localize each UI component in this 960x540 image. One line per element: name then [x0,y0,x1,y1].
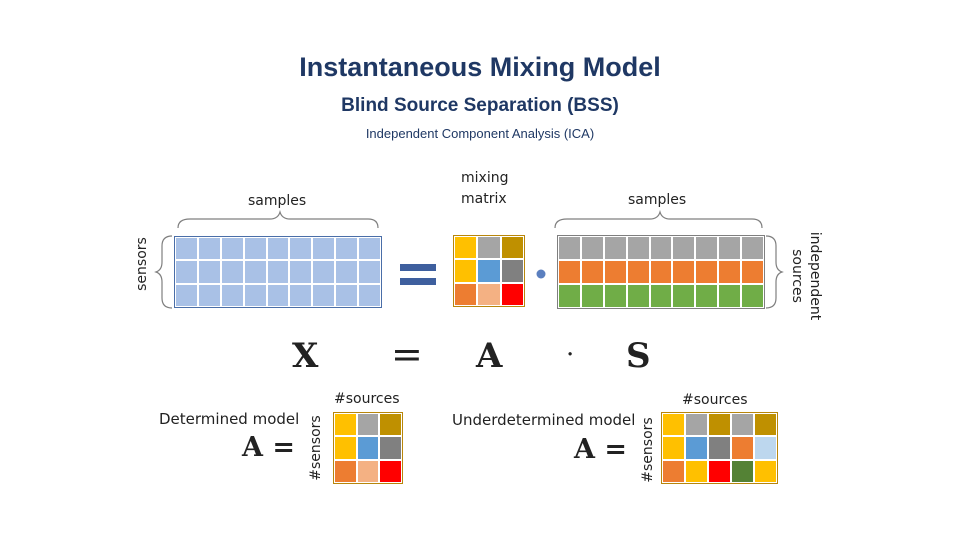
underdetermined-sensors-label: #sensors [640,417,656,483]
sensors-brace [156,236,172,308]
s-matrix-cell [581,284,604,308]
x-matrix-cell [289,260,312,283]
x-matrix-cell [175,237,198,260]
determined-sources-label: #sources [334,391,400,407]
s-matrix-cell [558,236,581,260]
a-matrix-determined [333,412,403,484]
a-matrix-underdetermined [661,412,778,484]
a-determined-cell [379,460,402,483]
a-underdetermined-cell [754,413,777,436]
a-matrix-cell [477,283,500,306]
x-matrix-cell [335,260,358,283]
a-underdetermined-cell [708,460,731,483]
a-underdetermined-cell [685,436,708,459]
s-matrix-cell [650,260,673,284]
underdetermined-model-label: Underdetermined model [452,411,636,429]
x-matrix-cell [198,284,221,307]
mixing-matrix-label: mixing matrix [461,170,509,207]
s-matrix-cell [558,284,581,308]
independent-sources-label: independent sources [789,231,823,321]
s-matrix-cell [718,260,741,284]
equation-dot: · [566,340,575,370]
s-matrix-cell [650,236,673,260]
a-underdetermined-cell [731,436,754,459]
s-matrix-cell [604,284,627,308]
underdetermined-sources-label: #sources [682,392,748,408]
a-determined-cell [334,413,357,436]
a-determined-cell [379,436,402,459]
equation-s: S [626,336,651,376]
x-matrix-cell [175,260,198,283]
equation-x: X [292,336,319,376]
determined-sensors-label: #sensors [308,415,324,481]
a-underdetermined-cell [754,460,777,483]
x-matrix-cell [358,284,381,307]
a-underdetermined-cell [662,413,685,436]
x-matrix-cell [289,284,312,307]
a-determined-cell [357,436,380,459]
a-matrix-cell [477,259,500,282]
x-matrix-cell [198,237,221,260]
x-matrix-cell [358,260,381,283]
s-matrix-cell [672,260,695,284]
s-matrix-cell [558,260,581,284]
samples-brace-right [555,212,762,228]
x-matrix-cell [312,237,335,260]
a-underdetermined-cell [731,413,754,436]
equals-bar-top [400,264,436,271]
s-matrix-cell [627,236,650,260]
determined-model-label: Determined model [159,410,300,428]
a-matrix-cell [501,236,524,259]
x-matrix-cell [312,260,335,283]
a-matrix-cell [454,259,477,282]
x-matrix [174,236,382,308]
a-determined-cell [334,460,357,483]
a-underdetermined-cell [662,436,685,459]
x-matrix-cell [358,237,381,260]
s-matrix-cell [741,260,764,284]
sources-brace [766,236,782,308]
page-title: Instantaneous Mixing Model [299,52,661,82]
a-determined-cell [379,413,402,436]
s-matrix-cell [581,260,604,284]
a-determined-cell [357,460,380,483]
x-matrix-cell [221,260,244,283]
s-matrix-cell [695,260,718,284]
s-matrix-cell [718,236,741,260]
x-matrix-cell [267,284,290,307]
s-matrix-cell [627,284,650,308]
a-matrix-cell [454,236,477,259]
x-matrix-cell [221,237,244,260]
x-matrix-cell [312,284,335,307]
a-matrix-cell [454,283,477,306]
x-matrix-cell [244,284,267,307]
a-underdetermined-cell [708,413,731,436]
s-matrix-cell [672,284,695,308]
x-matrix-cell [267,260,290,283]
sensors-label: sensors [134,237,150,291]
a-matrix-cell [501,283,524,306]
s-matrix-cell [604,236,627,260]
equation-a: A [476,336,503,376]
determined-a-equals: A = [242,432,295,463]
x-matrix-cell [289,237,312,260]
samples-label-left: samples [248,193,307,209]
s-matrix-cell [650,284,673,308]
a-matrix-main [453,235,525,307]
x-matrix-cell [267,237,290,260]
s-matrix-cell [741,284,764,308]
s-matrix [557,235,765,309]
a-underdetermined-cell [685,460,708,483]
a-determined-cell [334,436,357,459]
x-matrix-cell [175,284,198,307]
page-subsubtitle: Independent Component Analysis (ICA) [365,126,595,141]
a-underdetermined-cell [731,460,754,483]
dot-operator [537,270,546,279]
samples-label-right: samples [628,192,687,208]
s-matrix-cell [627,260,650,284]
x-matrix-cell [198,260,221,283]
s-matrix-cell [718,284,741,308]
equation-equals: = [391,332,423,376]
a-underdetermined-cell [708,436,731,459]
s-matrix-cell [695,284,718,308]
x-matrix-cell [244,237,267,260]
a-underdetermined-cell [685,413,708,436]
x-matrix-cell [335,237,358,260]
a-underdetermined-cell [662,460,685,483]
s-matrix-cell [695,236,718,260]
a-matrix-cell [501,259,524,282]
s-matrix-cell [604,260,627,284]
s-matrix-cell [581,236,604,260]
underdetermined-a-equals: A = [574,434,627,465]
x-matrix-cell [244,260,267,283]
s-matrix-cell [741,236,764,260]
a-underdetermined-cell [754,436,777,459]
page-subtitle: Blind Source Separation (BSS) [341,95,619,116]
x-matrix-cell [335,284,358,307]
samples-brace-left [178,212,378,228]
a-determined-cell [357,413,380,436]
s-matrix-cell [672,236,695,260]
equals-bar-bottom [400,278,436,285]
a-matrix-cell [477,236,500,259]
x-matrix-cell [221,284,244,307]
